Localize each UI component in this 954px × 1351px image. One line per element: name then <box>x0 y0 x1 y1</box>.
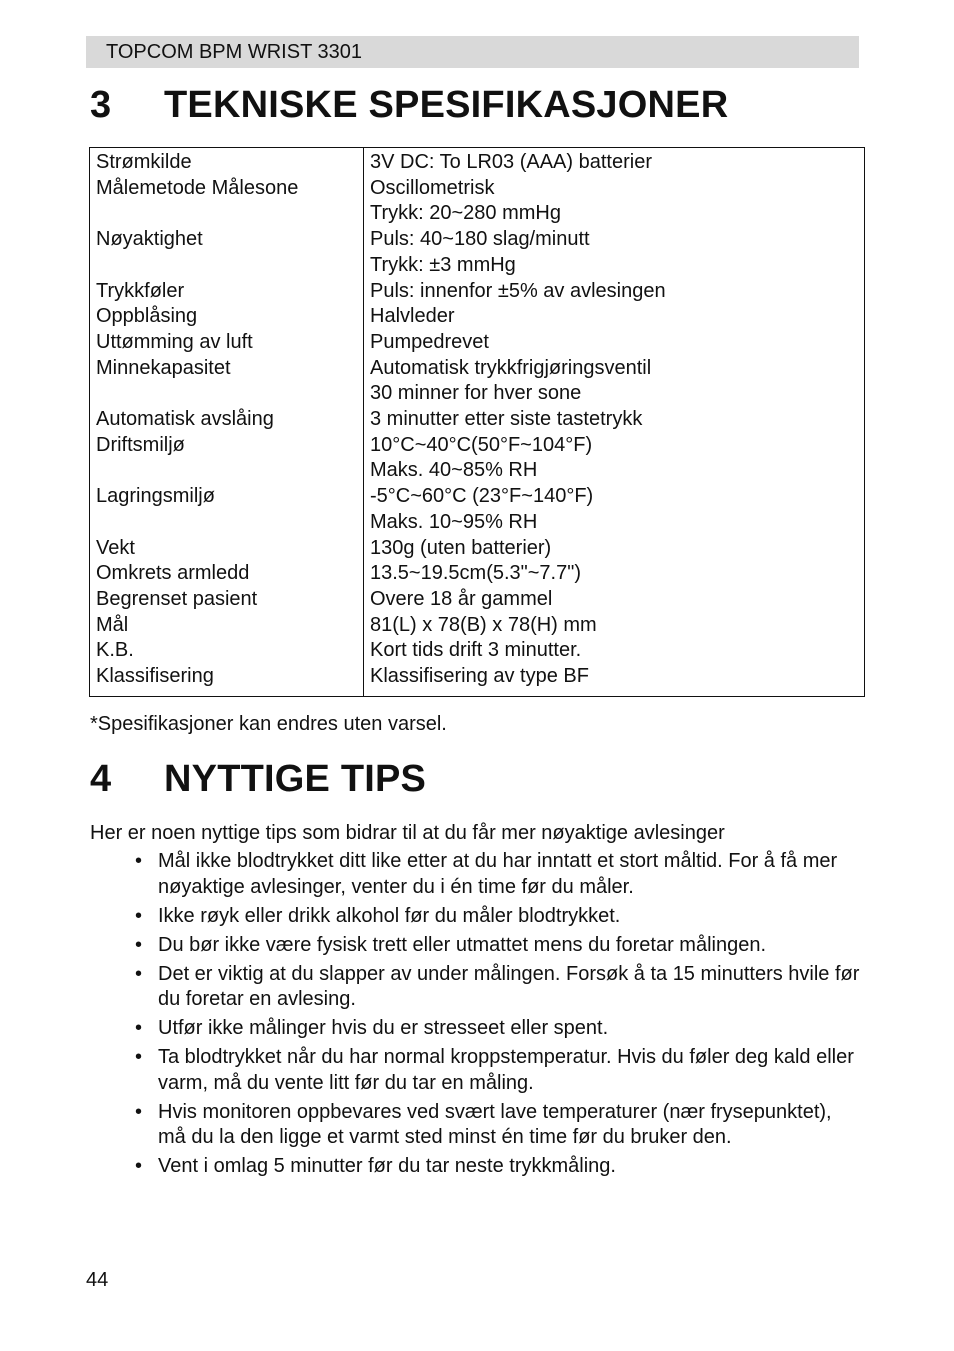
section-3-heading <box>90 83 728 127</box>
spec-value: Pumpedrevet <box>370 330 489 353</box>
tip-item <box>130 1016 862 1042</box>
spec-label: Uttømming av luft <box>96 330 253 353</box>
running-header: TOPCOM BPM WRIST 3301 <box>86 36 859 68</box>
spec-label: Lagringsmiljø <box>96 485 215 508</box>
bullet-icon: • <box>135 904 143 927</box>
spec-value: Kort tids drift 3 minutter. <box>370 639 582 662</box>
spec-label <box>96 201 357 227</box>
tip-item <box>130 1154 862 1180</box>
bullet-icon: • <box>135 1017 143 1039</box>
spec-label: Vekt <box>96 536 135 559</box>
spec-value: Klassifisering av type BF <box>370 665 589 688</box>
tip-item <box>130 904 862 930</box>
spec-label <box>96 253 357 279</box>
bullet-icon: • <box>135 1155 143 1177</box>
spec-label: Målemetode Målesone <box>96 176 299 199</box>
spec-value: 30 minner for hver sone <box>370 382 582 405</box>
bullet-icon: • <box>135 850 143 872</box>
spec-label: Oppblåsing <box>96 305 198 328</box>
tip-item <box>130 933 862 959</box>
spec-label: Mål <box>96 613 129 636</box>
spec-label: K.B. <box>96 639 134 662</box>
tip-item <box>130 849 862 900</box>
section-4-heading <box>90 757 426 801</box>
tip-text: Utfør ikke målinger hvis du er stresseet eller spent. <box>158 1017 609 1039</box>
tips-intro: Her er noen nyttige tips som bidrar til at du får mer nøyaktige avlesinger <box>90 822 725 844</box>
spec-value: -5°C~60°C (23°F~140°F) <box>370 485 594 508</box>
spec-value: 130g (uten batterier) <box>370 536 552 559</box>
spec-value: 81(L) x 78(B) x 78(H) mm <box>370 613 597 636</box>
spec-value: Maks. 10~95% RH <box>370 510 538 533</box>
spec-value-column <box>364 148 865 697</box>
tip-item <box>130 1045 862 1096</box>
spec-value: Halvleder <box>370 305 455 328</box>
spec-value: Trykk: 20~280 mmHg <box>370 202 561 225</box>
spec-label: Omkrets armledd <box>96 562 250 585</box>
section-4-number: 4 <box>90 758 112 800</box>
spec-label: Nøyaktighet <box>96 228 203 251</box>
tip-text: Du bør ikke være fysisk trett eller utmattet mens du foretar målingen. <box>158 933 766 956</box>
spec-label <box>96 458 357 484</box>
spec-label: Automatisk avslåing <box>96 408 274 431</box>
tip-text: Mål ikke blodtrykket ditt like etter at du har inntatt et stort måltid. For å få mer nøyaktige avlesinger, venter du i én time før du måler. <box>158 850 838 898</box>
spec-value: Trykk: ±3 mmHg <box>370 253 516 276</box>
bullet-icon: • <box>135 1046 143 1068</box>
tips-list <box>130 849 862 1183</box>
spec-label: Begrenset pasient <box>96 587 258 610</box>
spec-value: Maks. 40~85% RH <box>370 459 538 482</box>
spec-table <box>89 147 865 697</box>
spec-value: 3 minutter etter siste tastetrykk <box>370 408 643 431</box>
spec-value: Puls: 40~180 slag/minutt <box>370 228 590 251</box>
spec-label <box>96 381 357 407</box>
spec-value: Automatisk trykkfrigjøringsventil <box>370 356 652 379</box>
spec-label-column <box>90 148 364 697</box>
section-3-number: 3 <box>90 84 112 126</box>
tip-item <box>130 962 862 1013</box>
spec-label <box>96 510 357 536</box>
spec-label: Klassifisering <box>96 665 214 688</box>
page-number: 44 <box>86 1269 109 1291</box>
tip-text: Ta blodtrykket når du har normal kroppstemperatur. Hvis du føler deg kald eller varm, må du vente litt før du tar en måling. <box>158 1046 854 1094</box>
bullet-icon: • <box>135 1100 143 1123</box>
spec-label: Trykkføler <box>96 279 185 302</box>
spec-value: 13.5~19.5cm(5.3"~7.7") <box>370 562 581 585</box>
tip-text: Hvis monitoren oppbevares ved svært lave temperaturer (nær frysepunktet), må du la den ligge et varmt sted minst én time før du bruker den. <box>158 1100 832 1148</box>
tip-text: Det er viktig at du slapper av under målingen. Forsøk å ta 15 minutters hvile før du foretar en avlesing. <box>158 962 860 1010</box>
bullet-icon: • <box>135 962 143 985</box>
spec-value: 3V DC: To LR03 (AAA) batterier <box>370 151 652 173</box>
bullet-icon: • <box>135 933 143 956</box>
spec-value: Puls: innenfor ±5% av avlesingen <box>370 279 666 302</box>
tip-item <box>130 1100 862 1151</box>
spec-footnote: *Spesifikasjoner kan endres uten varsel. <box>90 713 447 735</box>
spec-value: Oscillometrisk <box>370 176 495 199</box>
spec-label: Minnekapasitet <box>96 356 231 379</box>
spec-value: Overe 18 år gammel <box>370 587 553 610</box>
spec-value: 10°C~40°C(50°F~104°F) <box>370 433 593 456</box>
tip-text: Vent i omlag 5 minutter før du tar neste trykkmåling. <box>158 1155 616 1177</box>
tip-text: Ikke røyk eller drikk alkohol før du måler blodtrykket. <box>158 904 621 927</box>
section-3-title: TEKNISKE SPESIFIKASJONER <box>164 84 729 126</box>
spec-label: Strømkilde <box>96 151 192 173</box>
section-4-title: NYTTIGE TIPS <box>164 758 427 800</box>
spec-table-row <box>90 148 865 697</box>
spec-label: Driftsmiljø <box>96 433 185 456</box>
